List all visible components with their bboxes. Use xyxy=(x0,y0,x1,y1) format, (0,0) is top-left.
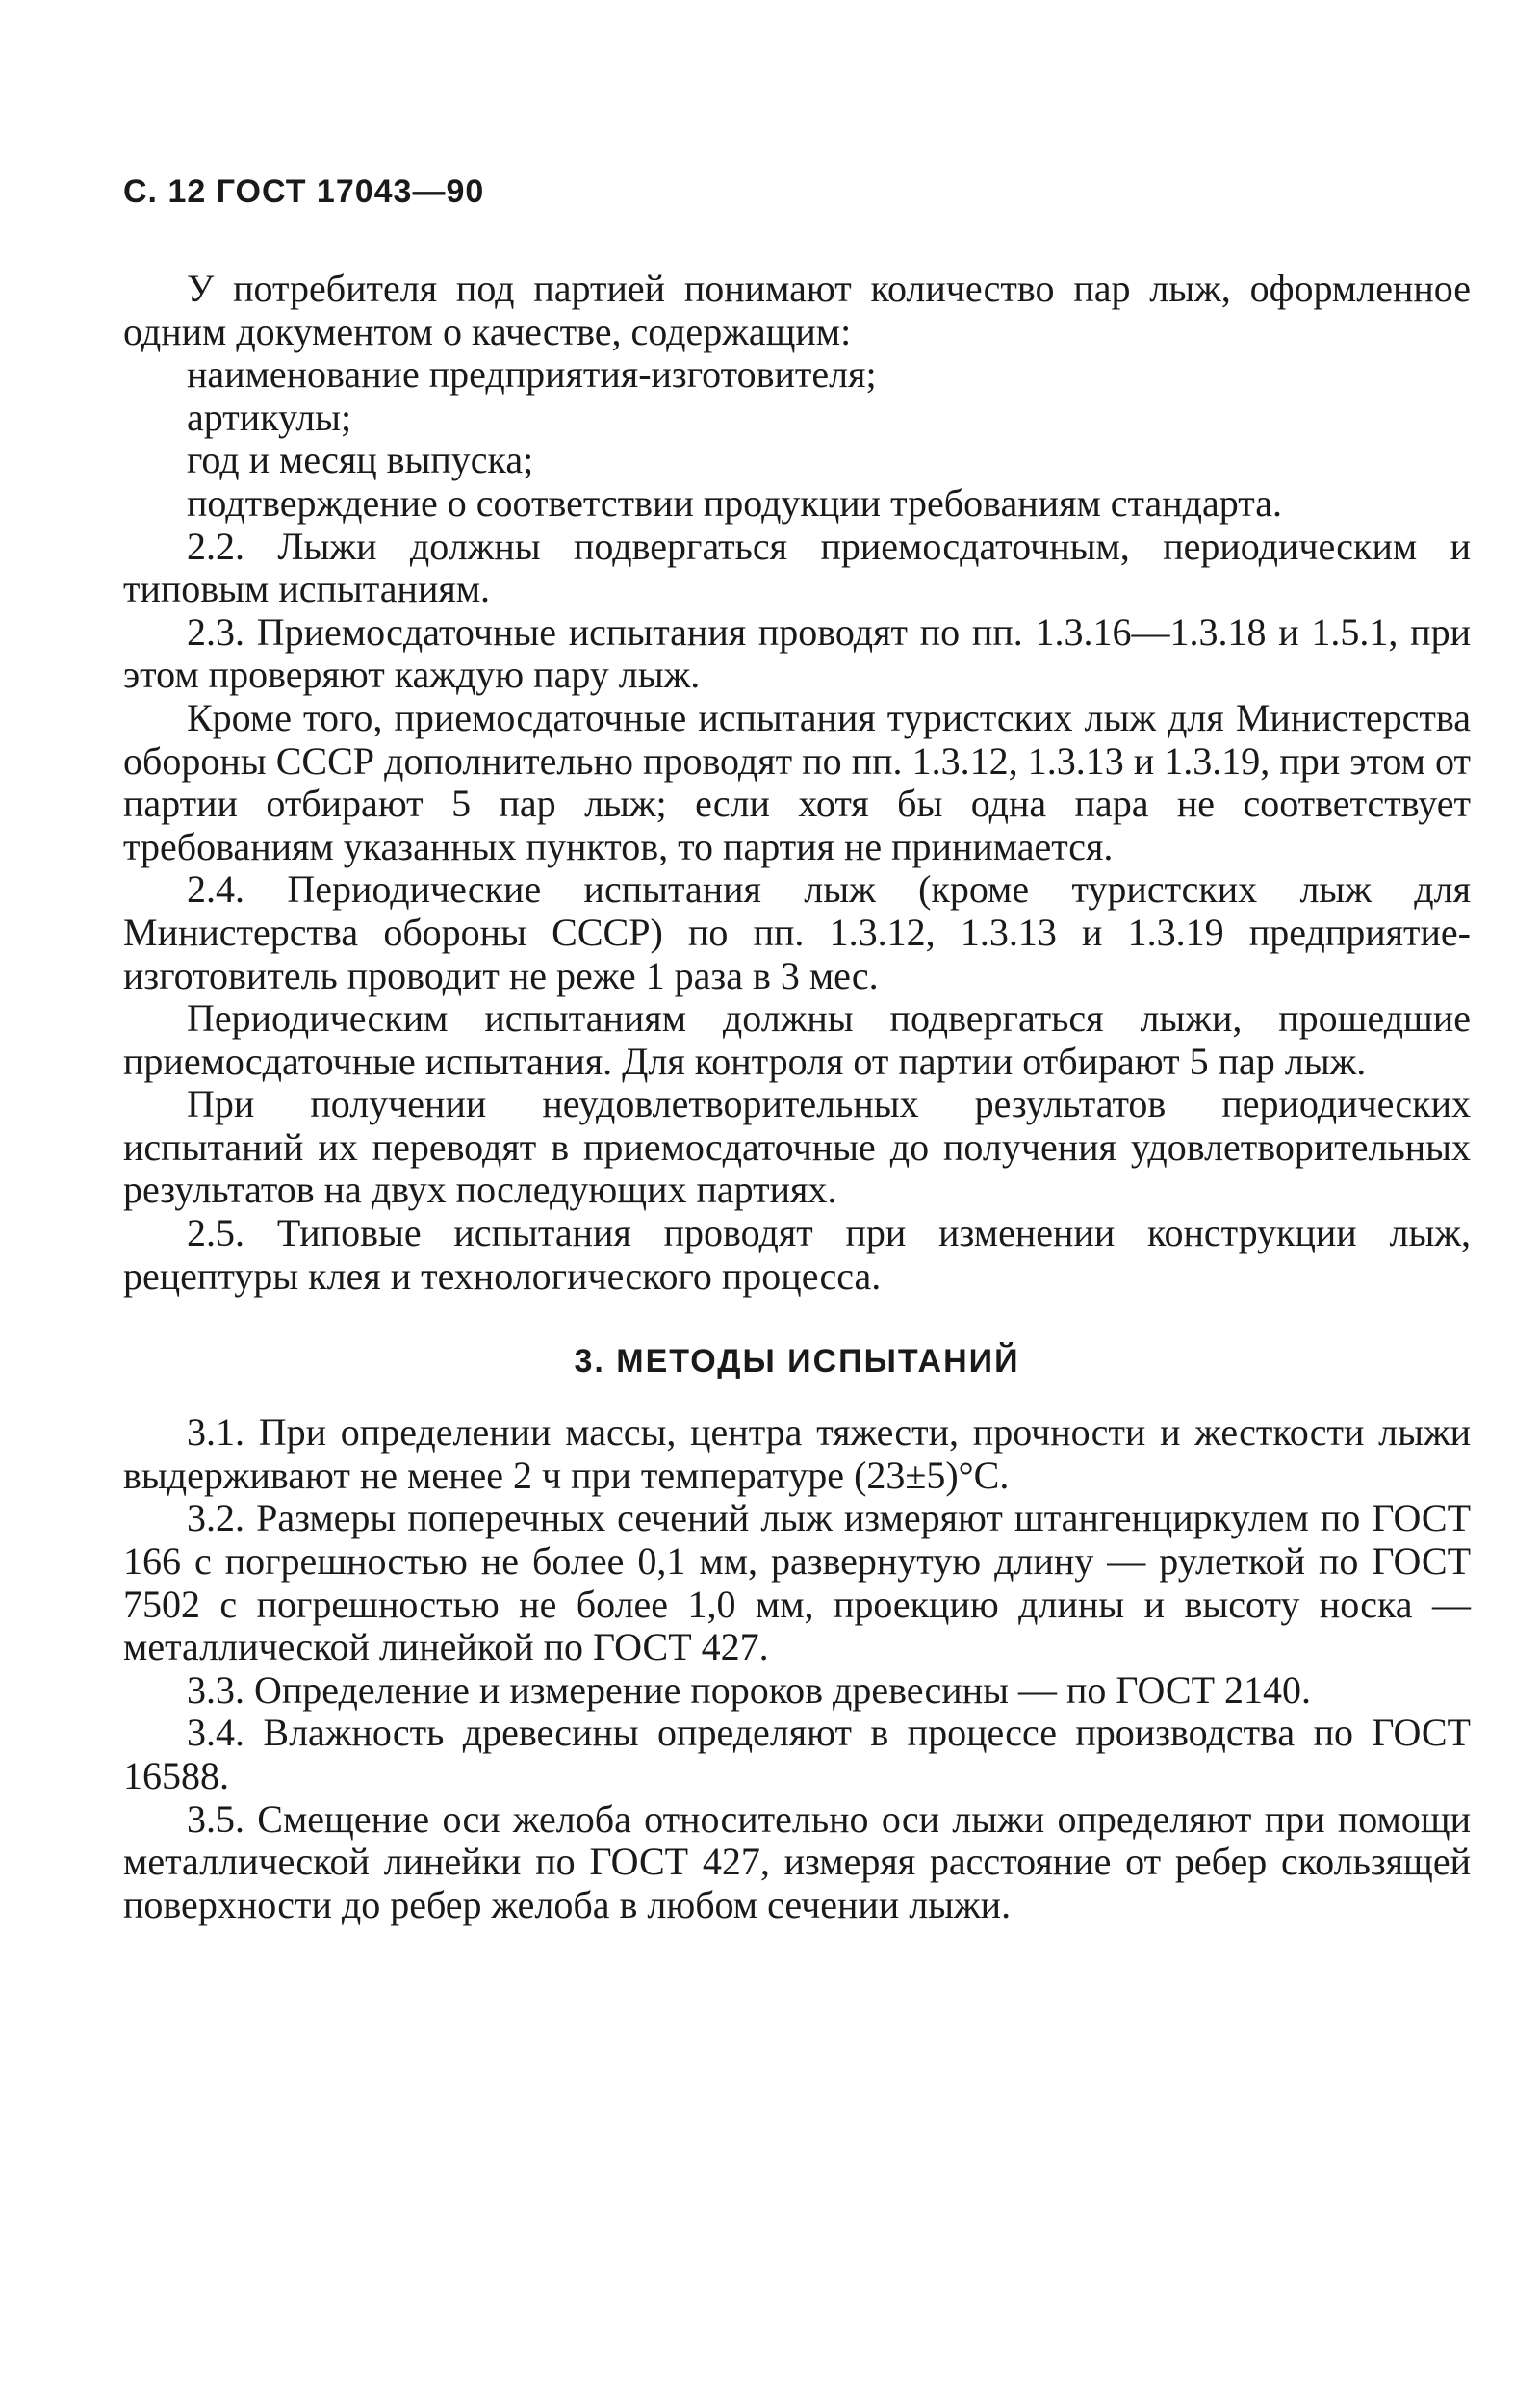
clause-3-1: 3.1. При определении массы, центра тяжести, прочности и жесткости лыжи выдерживают не менее 2 ч при температуре (23±5)°С. xyxy=(123,1410,1471,1497)
clause-3-2: 3.2. Размеры поперечных сечений лыж измеряют штангенциркулем по ГОСТ 166 с погрешностью не более 0,1 мм, развернутую длину — рулеткой по ГОСТ 7502 с погрешностью не более 1,0 мм, проекцию длины и высоту носка — металлической линейкой по ГОСТ 427. xyxy=(123,1496,1471,1669)
clause-2-5: 2.5. Типовые испытания проводят при изменении конструкции лыж, рецептуры клея и технологического процесса. xyxy=(123,1211,1471,1298)
paragraph-conformity: подтверждение о соответствии продукции требованиям стандарта. xyxy=(187,480,1282,525)
clause-2-4-periodic: Периодическим испытаниям должны подвергаться лыжи, прошедшие приемосдаточные испытания. Для контроля от партии отбирают 5 пар лыж. xyxy=(123,996,1471,1083)
clause-2-4-unsatisfactory: При получении неудовлетворительных результатов периодических испытаний их переводят в приемосдаточные до получения удовлетворительных результатов на двух последующих партиях. xyxy=(123,1082,1471,1212)
clause-2-2: 2.2. Лыжи должны подвергаться приемосдаточным, периодическим и типовым испытаниям. xyxy=(123,524,1471,611)
list-item-manufacturer: наименование предприятия-изготовителя; xyxy=(187,352,877,397)
clause-3-3: 3.3. Определение и измерение пороков древесины — по ГОСТ 2140. xyxy=(187,1667,1312,1712)
document-body xyxy=(123,268,1471,1926)
clause-2-3-addition: Кроме того, приемосдаточные испытания туристских лыж для Министерства обороны СССР дополнительно проводят по пп. 1.3.12, 1.3.13 и 1.3.19, при этом от партии отбирают 5 пар лыж; если хотя бы одна пара не соответствует требованиям указанных пунктов, то партия не принимается. xyxy=(123,695,1471,868)
clause-3-5: 3.5. Смещение оси желоба относительно оси лыжи определяют при помощи металлической линейки по ГОСТ 427, измеряя расстояние от ребер скользящей поверхности до ребер желоба в любом сечении лыжи. xyxy=(123,1796,1471,1926)
list-item-articles: артикулы; xyxy=(187,395,352,439)
clause-3-4: 3.4. Влажность древесины определяют в процессе производства по ГОСТ 16588. xyxy=(123,1711,1471,1797)
paragraph-consumer-batch: У потребителя под партией понимают количество пар лыж, оформленное одним документом о качестве, содержащим: xyxy=(123,267,1471,353)
clause-2-3: 2.3. Приемосдаточные испытания проводят по пп. 1.3.16—1.3.18 и 1.5.1, при этом проверяют каждую пару лыж. xyxy=(123,609,1471,697)
section-title-test-methods: 3. МЕТОДЫ ИСПЫТАНИЙ xyxy=(574,1343,1020,1381)
clause-2-4: 2.4. Периодические испытания лыж (кроме туристских лыж для Министерства обороны СССР) по пп. 1.3.12, 1.3.13 и 1.3.19 предприятие-изготовитель проводит не реже 1 раза в 3 мес. xyxy=(123,867,1471,997)
list-item-release-date: год и месяц выпуска; xyxy=(187,438,534,482)
page-header: С. 12 ГОСТ 17043—90 xyxy=(123,173,485,210)
